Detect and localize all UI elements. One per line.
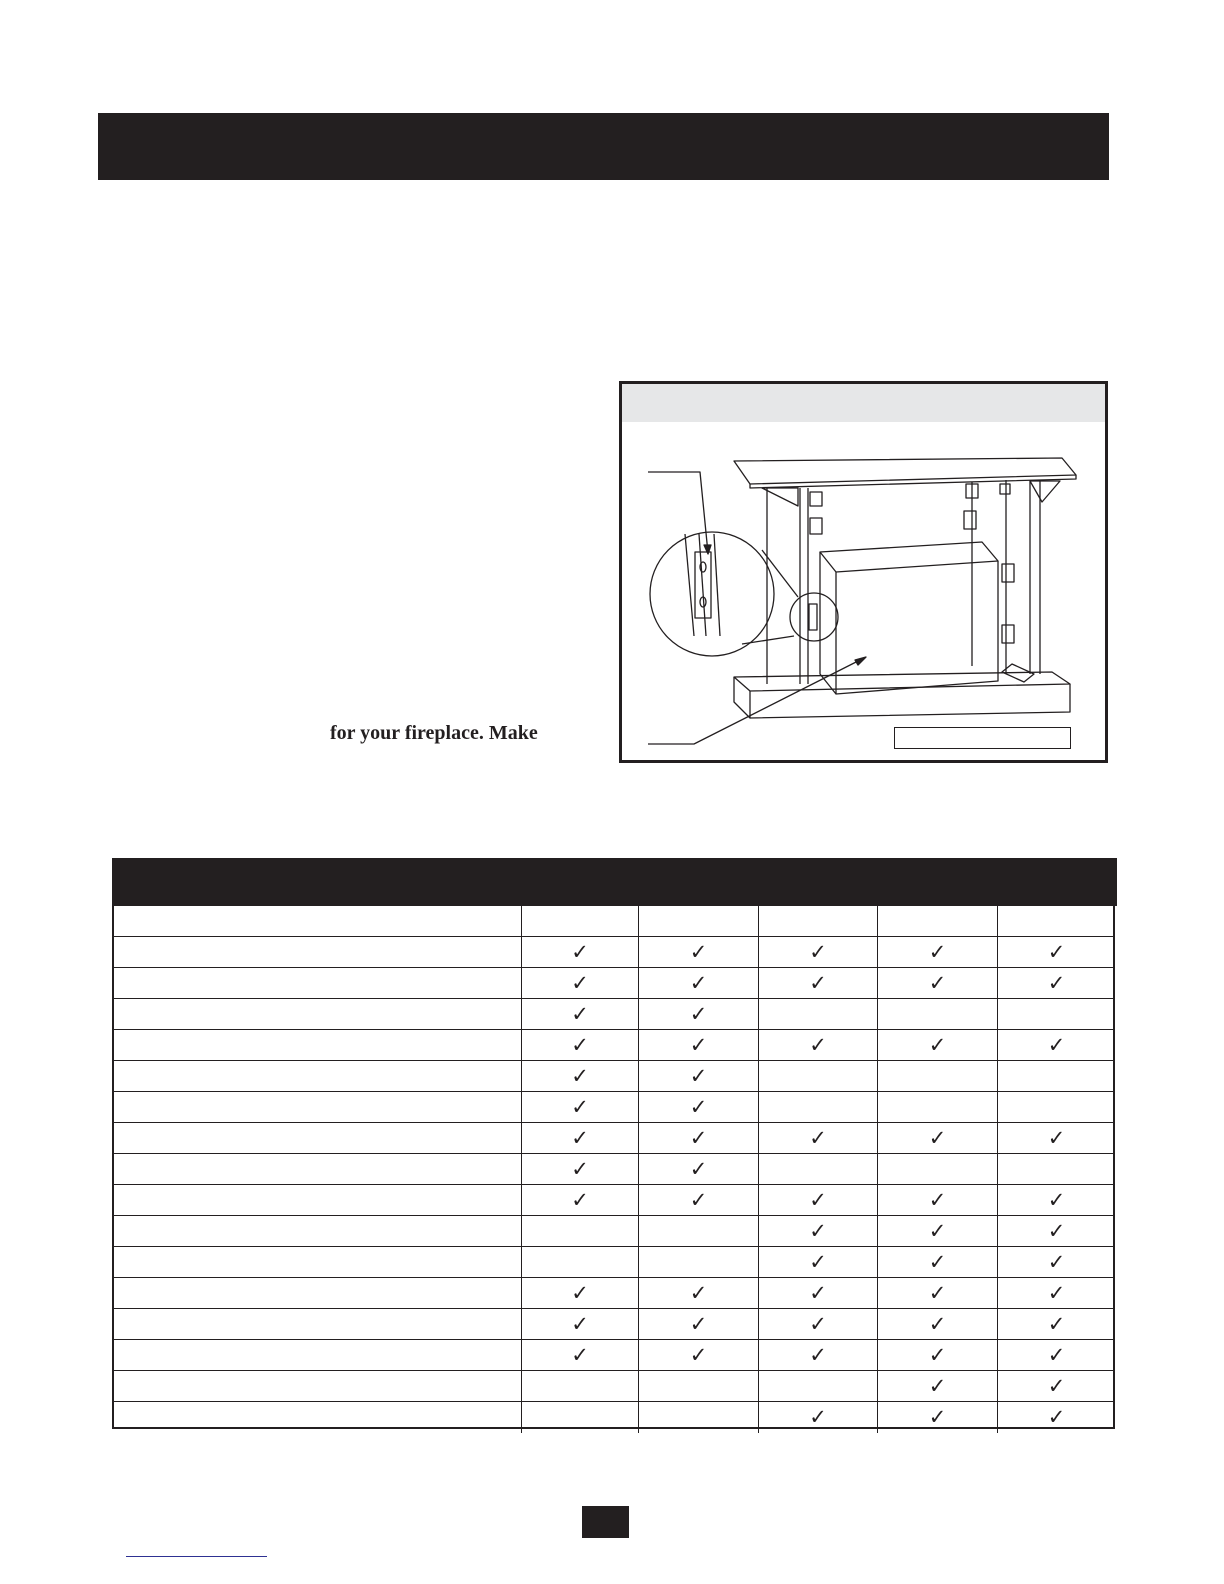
detail-zoom-circle: [650, 532, 774, 656]
feature-label-cell: [114, 1061, 521, 1091]
model-cell: [997, 999, 1115, 1029]
model-cell: [521, 906, 638, 936]
table-row: [114, 1309, 1115, 1340]
model-cell: [758, 1247, 877, 1277]
checkmark-icon: ✓: [1047, 1218, 1066, 1243]
feature-label-cell: [114, 1402, 521, 1433]
model-cell: [521, 1092, 638, 1122]
table-row: [114, 968, 1115, 999]
bracket: [810, 492, 822, 506]
table-row: [114, 1216, 1115, 1247]
model-cell: [877, 937, 997, 967]
model-cell: [638, 1371, 758, 1401]
model-cell: [877, 1309, 997, 1339]
checkmark-icon: ✓: [689, 1063, 708, 1088]
checkmark-icon: ✓: [571, 1311, 589, 1336]
checkmark-icon: ✓: [571, 1156, 589, 1181]
fireplace-installation-illustration: [622, 384, 1105, 760]
checkmark-icon: ✓: [689, 1311, 708, 1336]
table-row: [114, 1061, 1115, 1092]
model-cell: [997, 1216, 1115, 1246]
model-cell: [758, 1092, 877, 1122]
model-cell: [997, 1123, 1115, 1153]
model-cell: [997, 1092, 1115, 1122]
model-cell: [638, 1123, 758, 1153]
checkmark-icon: ✓: [1047, 1187, 1066, 1212]
checkmark-icon: ✓: [571, 939, 589, 964]
checkmark-icon: ✓: [1047, 970, 1066, 995]
model-cell: [638, 1092, 758, 1122]
checkmark-icon: ✓: [571, 1187, 589, 1212]
table-row: [114, 1371, 1115, 1402]
feature-label-cell: [114, 1154, 521, 1184]
checkmark-icon: ✓: [571, 1342, 589, 1367]
model-cell: [521, 1123, 638, 1153]
checkmark-icon: ✓: [689, 1094, 708, 1119]
model-cell: [638, 1185, 758, 1215]
checkmark-icon: ✓: [928, 970, 947, 995]
checkmark-icon: ✓: [809, 1249, 827, 1274]
checkmark-icon: ✓: [689, 1187, 708, 1212]
feature-label-cell: [114, 937, 521, 967]
model-cell: [521, 1185, 638, 1215]
table-row: [114, 1247, 1115, 1278]
model-cell: [877, 1247, 997, 1277]
model-cell: [638, 1061, 758, 1091]
checkmark-icon: ✓: [809, 939, 827, 964]
figure-label-box: [894, 727, 1071, 749]
feature-label-cell: [114, 1278, 521, 1308]
model-cell: [638, 999, 758, 1029]
table-row: [114, 1340, 1115, 1371]
model-cell: [521, 1030, 638, 1060]
table-body: [114, 906, 1115, 1433]
table-row: [114, 1123, 1115, 1154]
checkmark-icon: ✓: [1047, 1032, 1066, 1057]
table-row: [114, 937, 1115, 968]
checkmark-icon: ✓: [1047, 939, 1066, 964]
table-row: [114, 906, 1115, 937]
model-cell: [877, 1123, 997, 1153]
model-cell: [877, 1092, 997, 1122]
checkmark-icon: ✓: [1047, 1311, 1066, 1336]
model-cell: [758, 1030, 877, 1060]
model-cell: [997, 1402, 1115, 1433]
checkmark-icon: ✓: [571, 1032, 589, 1057]
figure-box: [619, 381, 1108, 763]
model-cell: [638, 1247, 758, 1277]
model-cell: [521, 1216, 638, 1246]
checkmark-icon: ✓: [571, 970, 589, 995]
model-cell: [997, 937, 1115, 967]
checkmark-icon: ✓: [1047, 1125, 1066, 1150]
table-row: [114, 1030, 1115, 1061]
checkmark-icon: ✓: [689, 1280, 708, 1305]
checkmark-icon: ✓: [809, 1187, 827, 1212]
feature-label-cell: [114, 906, 521, 936]
section-header-bar: [98, 113, 1109, 180]
checkmark-icon: ✓: [809, 1342, 827, 1367]
model-cell: [521, 937, 638, 967]
checkmark-icon: ✓: [1047, 1342, 1066, 1367]
model-cell: [877, 1371, 997, 1401]
checkmark-icon: ✓: [928, 1342, 947, 1367]
model-cell: [877, 1402, 997, 1433]
model-cell: [877, 1278, 997, 1308]
bracket: [964, 511, 976, 529]
callout-leader-bottom: [648, 658, 864, 744]
checkmark-icon: ✓: [689, 1125, 708, 1150]
model-cell: [997, 1371, 1115, 1401]
feature-label-cell: [114, 1185, 521, 1215]
checkmark-icon: ✓: [571, 1125, 589, 1150]
bracket: [810, 518, 822, 534]
bracket: [1002, 564, 1014, 582]
model-cell: [877, 1154, 997, 1184]
table-header-bar: [112, 858, 1117, 906]
model-cell: [758, 1154, 877, 1184]
model-cell: [638, 1216, 758, 1246]
checkmark-icon: ✓: [571, 1063, 589, 1088]
model-cell: [997, 1340, 1115, 1370]
checkmark-icon: ✓: [689, 1342, 708, 1367]
model-cell: [758, 999, 877, 1029]
checkmark-icon: ✓: [1047, 1405, 1066, 1429]
model-cell: [521, 1402, 638, 1433]
detail-source-circle: [790, 593, 838, 641]
base-plinth: [734, 672, 1070, 691]
model-cell: [997, 1278, 1115, 1308]
model-cell: [877, 1185, 997, 1215]
checkmark-icon: ✓: [928, 1249, 947, 1274]
checkmark-icon: ✓: [571, 1094, 589, 1119]
checkmark-icon: ✓: [571, 1280, 589, 1305]
model-cell: [638, 968, 758, 998]
model-cell: [638, 1340, 758, 1370]
model-cell: [997, 1185, 1115, 1215]
table-row: [114, 1278, 1115, 1309]
model-cell: [997, 1030, 1115, 1060]
model-cell: [638, 1154, 758, 1184]
model-cell: [877, 906, 997, 936]
checkmark-icon: ✓: [928, 1405, 947, 1429]
right-corbel: [1030, 481, 1060, 502]
checkmark-icon: ✓: [928, 939, 947, 964]
feature-label-cell: [114, 1309, 521, 1339]
model-cell: [638, 1402, 758, 1433]
model-cell: [997, 968, 1115, 998]
table-row: [114, 1154, 1115, 1185]
model-cell: [521, 999, 638, 1029]
model-cell: [521, 1154, 638, 1184]
model-cell: [638, 937, 758, 967]
compatibility-table: [112, 858, 1115, 1429]
checkmark-icon: ✓: [928, 1280, 947, 1305]
bracket: [1002, 625, 1014, 643]
checkmark-icon: ✓: [928, 1373, 947, 1398]
checkmark-icon: ✓: [571, 1001, 589, 1026]
body-text-fragment: for your fireplace. Make: [330, 722, 538, 744]
footer-link-underline[interactable]: [126, 1556, 267, 1557]
feature-label-cell: [114, 999, 521, 1029]
model-cell: [758, 968, 877, 998]
page-number-tab: [582, 1506, 629, 1538]
checkmark-icon: ✓: [809, 1405, 827, 1429]
model-cell: [758, 1123, 877, 1153]
model-cell: [758, 937, 877, 967]
table-row: [114, 1092, 1115, 1123]
checkmark-icon: ✓: [928, 1218, 947, 1243]
feature-label-cell: [114, 1216, 521, 1246]
model-cell: [521, 1371, 638, 1401]
checkmark-icon: ✓: [689, 1156, 708, 1181]
model-cell: [997, 906, 1115, 936]
checkmark-icon: ✓: [809, 1218, 827, 1243]
model-cell: [521, 1340, 638, 1370]
model-cell: [997, 1061, 1115, 1091]
model-cell: [638, 906, 758, 936]
model-cell: [521, 1309, 638, 1339]
feature-label-cell: [114, 968, 521, 998]
checkmark-icon: ✓: [928, 1311, 947, 1336]
feature-label-cell: [114, 1123, 521, 1153]
checkmark-icon: ✓: [928, 1125, 947, 1150]
model-cell: [521, 1061, 638, 1091]
model-cell: [997, 1154, 1115, 1184]
model-cell: [877, 999, 997, 1029]
model-cell: [758, 906, 877, 936]
model-cell: [521, 1247, 638, 1277]
checkmark-icon: ✓: [1047, 1249, 1066, 1274]
checkmark-icon: ✓: [928, 1032, 947, 1057]
checkmark-icon: ✓: [689, 970, 708, 995]
model-cell: [877, 1030, 997, 1060]
checkmark-icon: ✓: [809, 1311, 827, 1336]
bracket: [1000, 484, 1010, 494]
checkmark-icon: ✓: [1047, 1280, 1066, 1305]
model-cell: [521, 968, 638, 998]
model-cell: [877, 1216, 997, 1246]
model-cell: [758, 1278, 877, 1308]
table-row: [114, 999, 1115, 1030]
checkmark-icon: ✓: [809, 970, 827, 995]
model-cell: [877, 1061, 997, 1091]
feature-label-cell: [114, 1340, 521, 1370]
firebox-insert: [820, 542, 998, 572]
checkmark-icon: ✓: [689, 1032, 708, 1057]
model-cell: [997, 1309, 1115, 1339]
model-cell: [877, 968, 997, 998]
model-cell: [758, 1309, 877, 1339]
model-cell: [997, 1247, 1115, 1277]
model-cell: [758, 1402, 877, 1433]
checkmark-icon: ✓: [928, 1187, 947, 1212]
feature-label-cell: [114, 1092, 521, 1122]
checkmark-icon: ✓: [689, 939, 708, 964]
table-row: [114, 1402, 1115, 1433]
checkmark-icon: ✓: [809, 1032, 827, 1057]
feature-label-cell: [114, 1371, 521, 1401]
checkmark-icon: ✓: [689, 1001, 708, 1026]
table-row: [114, 1185, 1115, 1216]
model-cell: [638, 1309, 758, 1339]
model-cell: [638, 1278, 758, 1308]
model-cell: [758, 1061, 877, 1091]
model-cell: [758, 1185, 877, 1215]
feature-label-cell: [114, 1030, 521, 1060]
model-cell: [521, 1278, 638, 1308]
model-cell: [758, 1216, 877, 1246]
checkmark-icon: ✓: [1047, 1373, 1066, 1398]
checkmark-icon: ✓: [809, 1280, 827, 1305]
feature-label-cell: [114, 1247, 521, 1277]
model-cell: [877, 1340, 997, 1370]
checkmark-icon: ✓: [809, 1125, 827, 1150]
model-cell: [638, 1030, 758, 1060]
model-cell: [758, 1371, 877, 1401]
model-cell: [758, 1340, 877, 1370]
